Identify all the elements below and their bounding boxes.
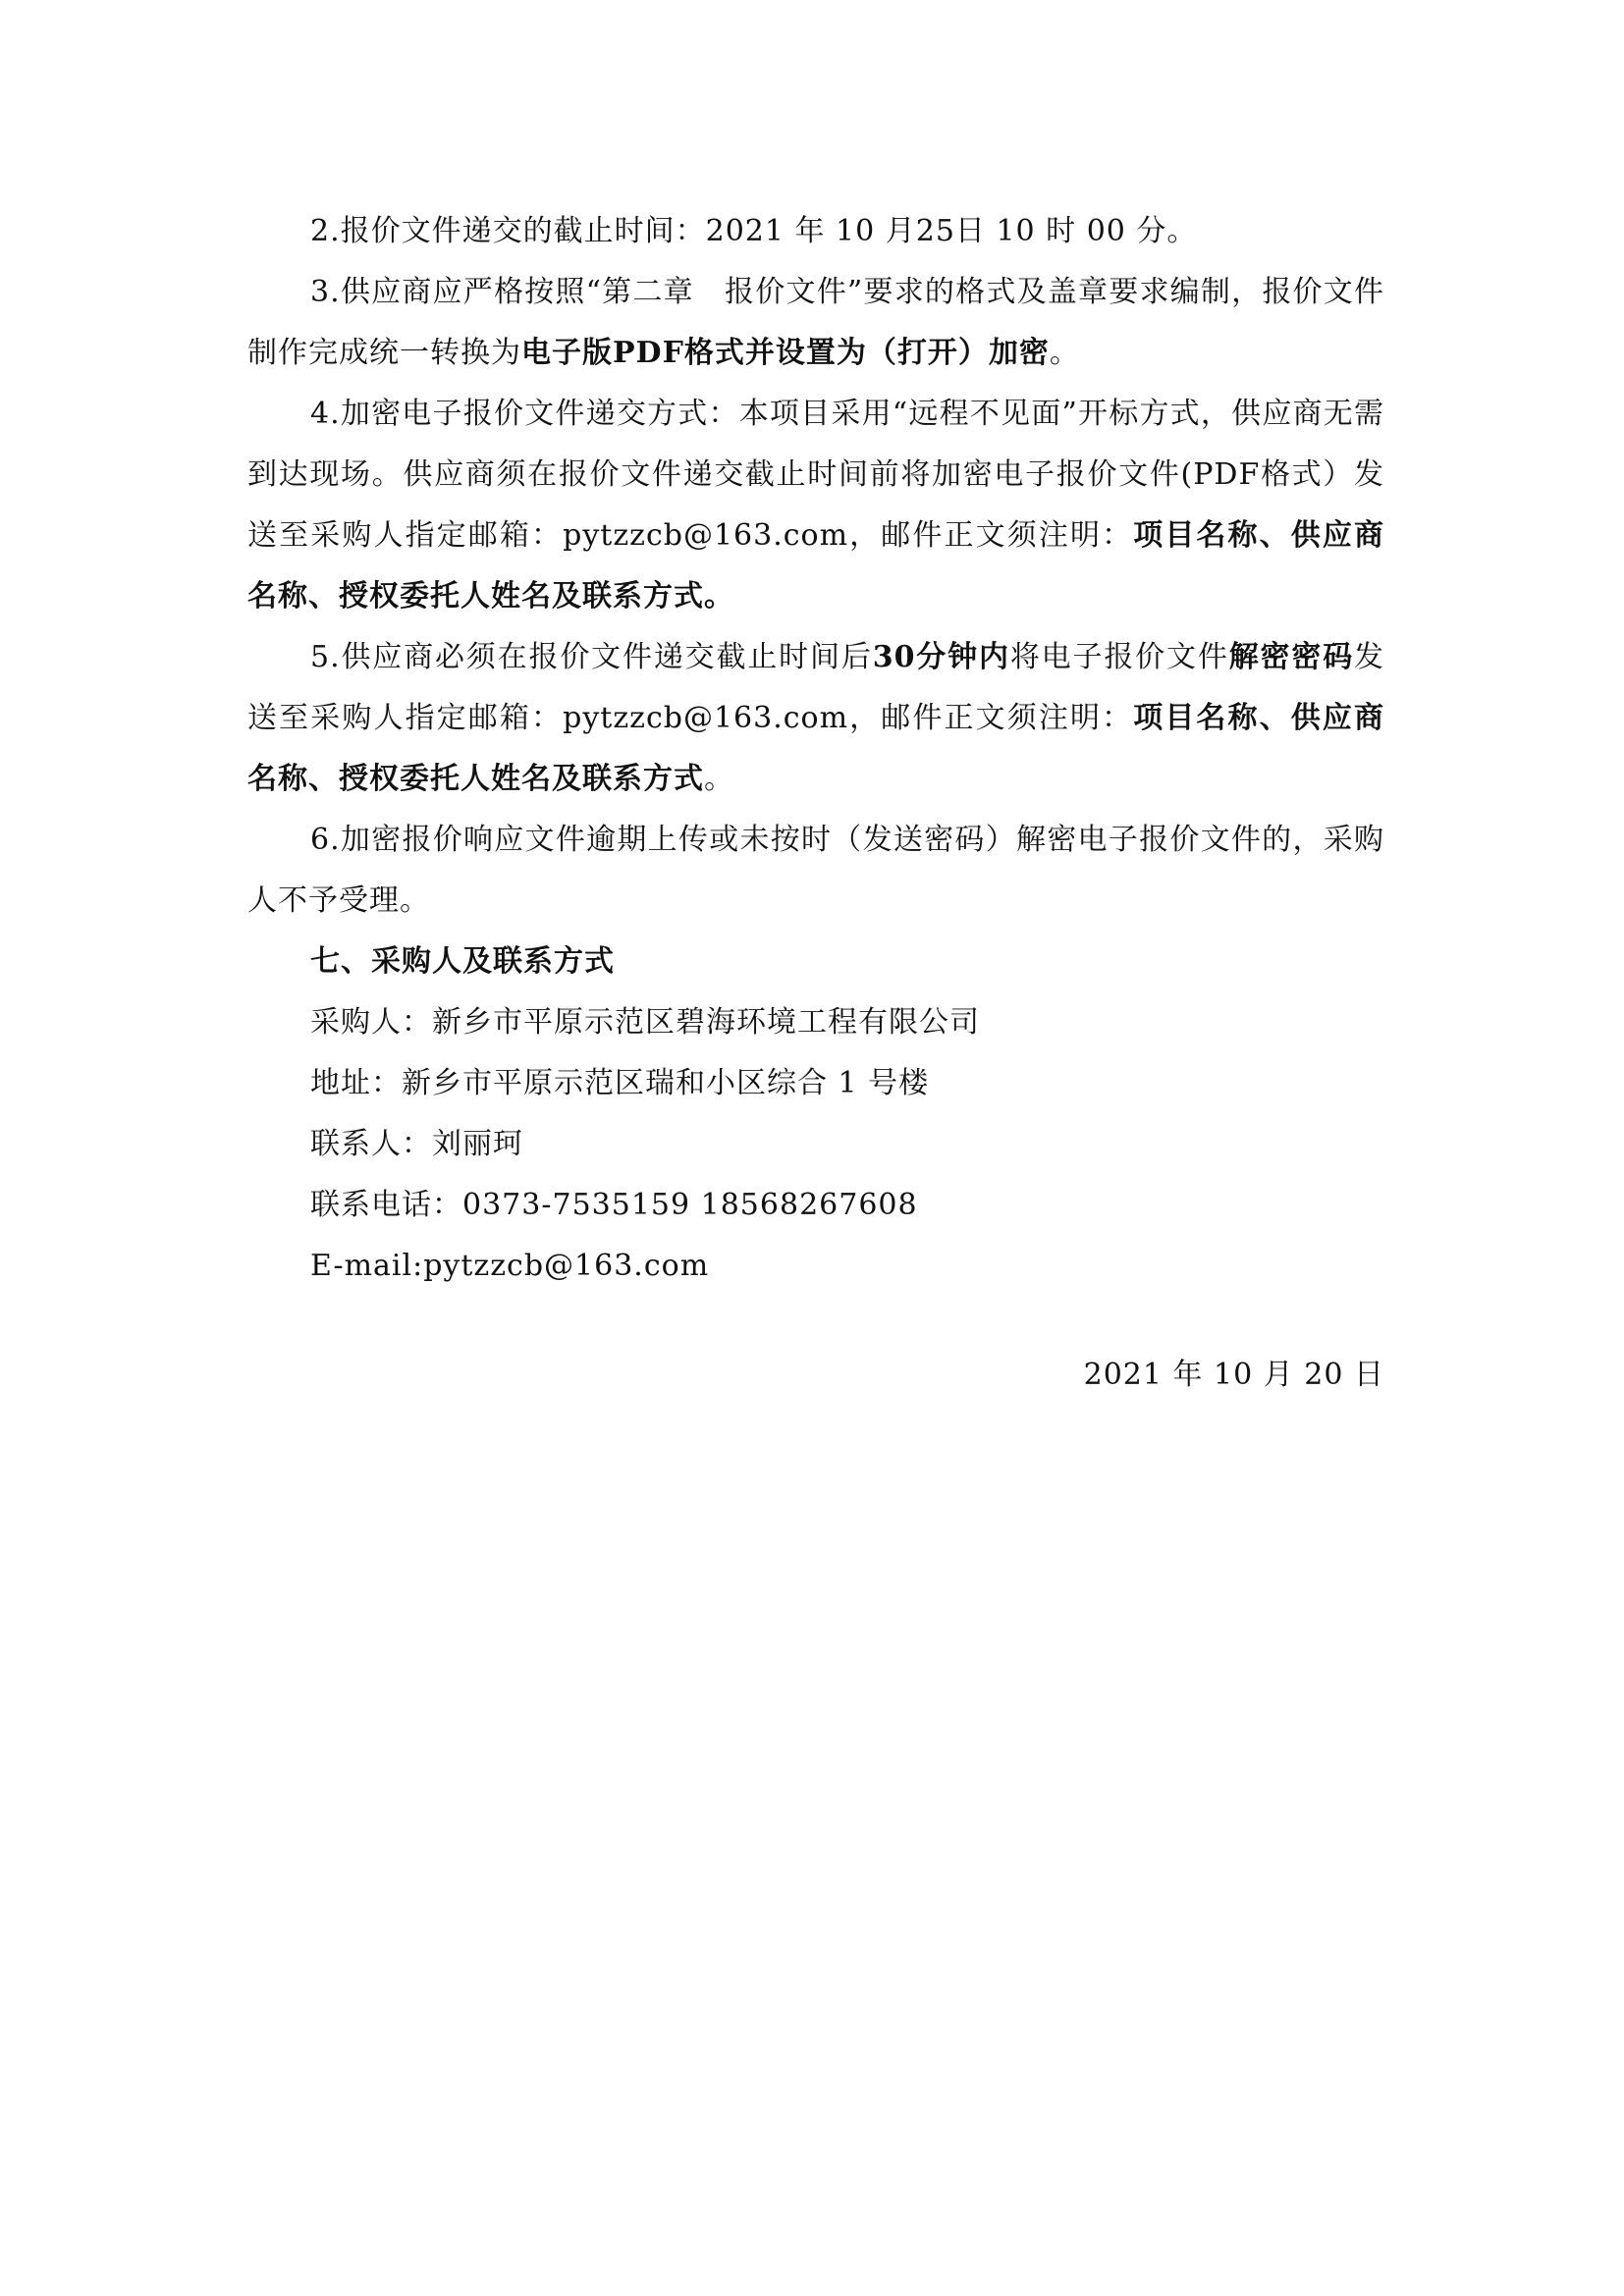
document-date: 2021 年 10 月 20 日 [1083,1358,1384,1392]
decryption-emphasis-info: 项目名称、供应商名称、授权委托人姓名及联系方式 [247,701,1384,796]
contact-email: E-mail:pytzzcb@163.com [310,1249,710,1283]
decryption-end: 。 [704,762,734,796]
purchaser-name: 采购人：新乡市平原示范区碧海环境工程有限公司 [310,1005,980,1040]
decryption-emphasis-time: 30分钟内 [872,640,1010,674]
contact-phone: 联系电话：0373-7535159 18568267608 [310,1188,918,1222]
decryption-text-2: 将电子报价文件 [1009,640,1229,674]
decryption-emphasis-password: 解密密码 [1228,640,1355,674]
submission-method-emphasis: 项目名称、供应商名称、授权委托人姓名及联系方式。 [247,518,1384,614]
paragraph-decryption-password [247,627,1384,810]
format-requirement-emphasis: 电子版PDF格式并设置为（打开）加密 [521,336,1050,370]
format-requirement-text: 3.供应商应严格按照“第二章 报价文件”要求的格式及盖章要求编制，报价文件制作完成统一转换为 [247,275,1384,370]
decryption-text-3: 发送至采购人指定邮箱：pytzzcb@163.com，邮件正文须注明： [247,640,1385,735]
format-requirement-end: 。 [1049,336,1080,370]
paragraph-late-submission: 6.加密报价响应文件逾期上传或未按时（发送密码）解密电子报价文件的，采购人不予受理。 [247,823,1384,918]
paragraph-submission-method [247,384,1384,627]
document-body [247,201,1384,1297]
section-7-heading: 七、采购人及联系方式 [310,944,615,979]
paragraph-format-requirement [247,262,1384,384]
decryption-text-1: 5.供应商必须在报价文件递交截止时间后 [310,640,873,674]
paragraph-deadline: 2.报价文件递交的截止时间：2021 年 10 月25日 10 时 00 分。 [310,214,1198,248]
contact-person: 联系人：刘丽珂 [310,1127,523,1161]
submission-method-text: 4.加密电子报价文件递交方式：本项目采用“远程不见面”开标方式，供应商无需到达现场。供应商须在报价文件递交截止时间前将加密电子报价文件(PDF格式）发送至采购人指定邮箱：pytzzcb@163.com，邮件正文须注明： [247,397,1384,553]
purchaser-address: 地址：新乡市平原示范区瑞和小区综合 1 号楼 [310,1066,930,1100]
